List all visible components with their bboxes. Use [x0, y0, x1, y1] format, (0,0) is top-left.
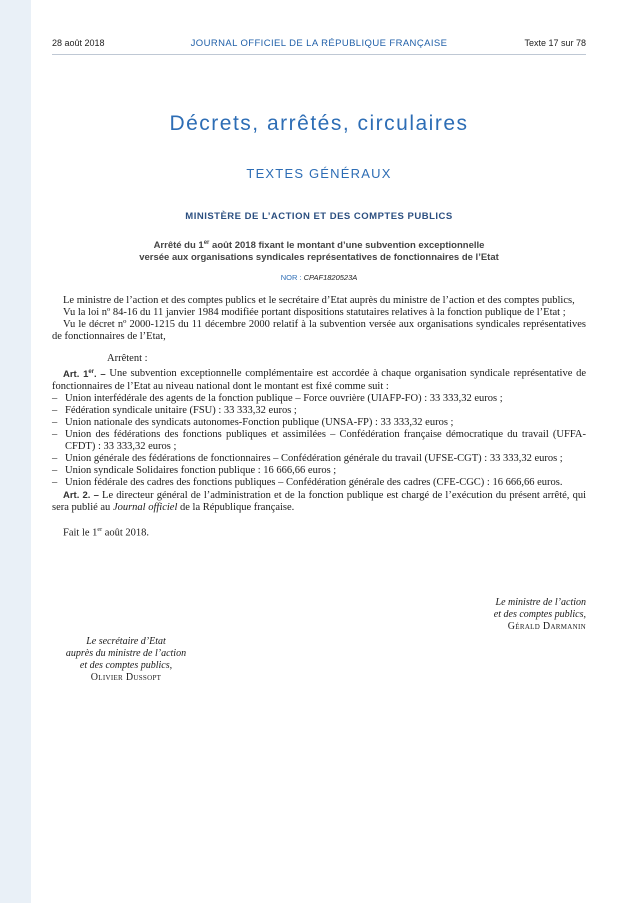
signature-minister: Le ministre de l’action et des comptes publics, Gérald Darmanin: [430, 597, 586, 633]
list-item: – Fédération syndicale unitaire (FSU) : 33 333,32 euros ;: [52, 405, 586, 417]
list-item: – Union interfédérale des agents de la fonction publique – Force ouvrière (UIAFP-FO) : 33 333,32 euros ;: [52, 393, 586, 405]
intro-paragraph: Le ministre de l’action et des comptes publics et le secrétaire d’Etat auprès du ministre de l’action et des comptes publics,: [63, 295, 575, 306]
arrete-title: [60, 237, 578, 264]
list-item: – Union nationale des syndicats autonomes-Fonction publique (UNSA-FP) : 33 333,32 euros ;: [52, 417, 586, 429]
list-item: – Union des fédérations des fonctions publiques et assimilées – Confédération française démocratique du travail (UFFA-CFDT) : 33 333,32 euros ;: [52, 429, 586, 453]
list-item: – Union syndicale Solidaires fonction publique : 16 666,66 euros ;: [52, 465, 586, 477]
page-info: Texte 17 sur 78: [524, 38, 586, 48]
arrete-title-line2: versée aux organisations syndicales représentatives de fonctionnaires de l’Etat: [139, 252, 499, 264]
visa-paragraph: Vu la loi nº 84-16 du 11 janvier 1984 modifiée portant dispositions statutaires relatives à la fonction publique de l’Etat ;: [63, 307, 566, 319]
ministry-heading: MINISTÈRE DE L’ACTION ET DES COMPTES PUBLICS: [185, 211, 453, 222]
minister-name: Gérald Darmanin: [507, 621, 586, 632]
arretent-line: Arrêtent :: [107, 353, 148, 365]
header-date: 28 août 2018: [52, 38, 105, 48]
subsidy-list: [52, 393, 586, 490]
secretary-name: Olivier Dussopt: [90, 672, 162, 683]
list-item: – Union fédérale des cadres des fonctions publiques – Confédération générale des cadres (CFE-CGC) : 16 666,66 euros.: [52, 477, 586, 489]
date-line: Fait le 1er août 2018.: [63, 526, 150, 539]
article-2: Art. 2. – Le directeur général de l’administration et de la fonction publique est chargé de l’exécution du présent arrêté, qui sera publié au Journal officiel de la République française.: [52, 489, 586, 513]
section-title: Décrets, arrêtés, circulaires: [169, 112, 469, 135]
arrete-title-line1: Arrêté du 1er août 2018 fixant le montant d’une subvention exceptionnelle: [153, 240, 485, 252]
page-header: [52, 38, 586, 52]
subsection-title: TEXTES GÉNÉRAUX: [246, 166, 392, 181]
document-body: [52, 295, 586, 539]
list-item: – Union générale des fédérations de fonctionnaires – Confédération générale du travail (UFSE-CGT) : 33 333,32 euros ;: [52, 453, 586, 465]
visa-paragraph: Vu le décret nº 2000-1215 du 11 décembre 2000 relatif à la subvention versée aux organisations syndicales représentatives de fonctionnaires de l’Etat,: [52, 319, 586, 343]
nor-reference: NOR : CPAF1820523A: [280, 273, 358, 282]
journal-title: JOURNAL OFFICIEL DE LA RÉPUBLIQUE FRANÇAISE: [190, 38, 448, 49]
article-1: Art. 1er. – Une subvention exceptionnelle complémentaire est accordée à chaque organisation syndicale représentative de fonctionnaires de l’Etat au niveau national dont le montant est fixé comme suit :: [52, 368, 586, 392]
header-divider: [52, 54, 586, 55]
nor-code: CPAF1820523A: [303, 273, 358, 282]
signature-secretary: Le secrétaire d’Etat auprès du ministre de l’action et des comptes publics, Olivier Dussopt: [52, 636, 200, 684]
